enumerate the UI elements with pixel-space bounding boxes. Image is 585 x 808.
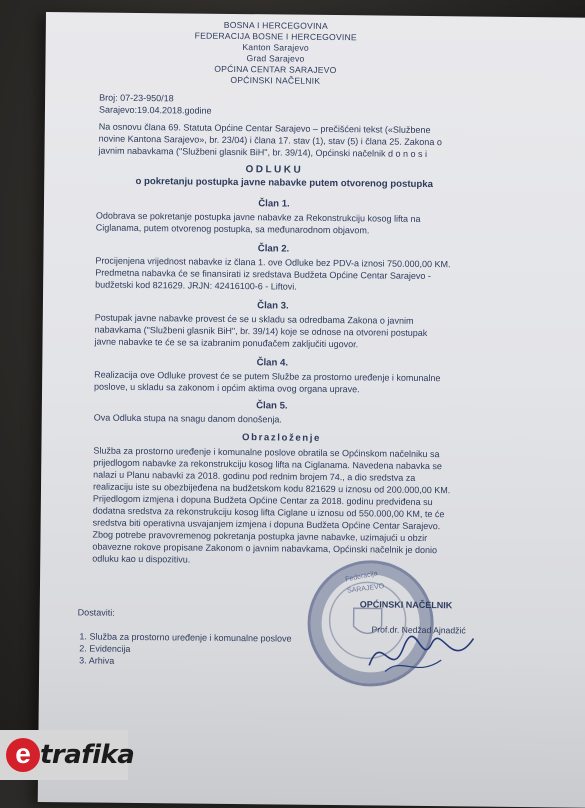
- document-number: Broj: 07-23-950/18: [99, 92, 174, 104]
- explanation-line: Prijedlogom izmjena i dopuna Budžeta Općine Centar za 2018. godinu predviđena su: [92, 493, 433, 508]
- intro-line: novine Kantona Sarajevo», br. 23/04) i člana 17. stav (1), stav (5) i člana 25. Zakona o: [98, 133, 442, 148]
- header-country: BOSNA I HERCEGOVINA: [223, 19, 328, 31]
- explanation-line: prijedlogom nabavke za rekonstrukciju kosog lifta na Ciglanama. Navedena nabavka se: [93, 457, 443, 472]
- document-page: [38, 12, 585, 808]
- article-line: Realizacija ove Odluke provest će se putem Službe za prostorno uređenje i komunalne: [94, 369, 441, 384]
- article-line: Predmetna nabavka će se finansirati iz sredstava Budžeta Općine Centar Sarajevo -: [95, 267, 431, 282]
- stamp-text: SARAJEVO: [346, 583, 385, 595]
- document-date: Sarajevo:19.04.2018.godine: [98, 104, 212, 116]
- article-heading: Član 3.: [257, 300, 289, 312]
- document-subtitle: o pokretanju postupka javne nabavke putem otvorenog postupka: [135, 175, 434, 191]
- article-line: Ova Odluka stupa na snagu danom donošenja.: [93, 412, 282, 425]
- explanation-line: dodatna sredstva za rekonstrukciju kosog lifta Ciglane u iznosu od 550.000,00 KM, te će: [92, 505, 445, 520]
- document-title: ODLUKU: [245, 164, 304, 176]
- article-heading: Član 5.: [256, 400, 288, 412]
- delivery-item: 2. Evidencija: [79, 643, 131, 654]
- signature-role: OPĆINSKI NAČELNIK: [359, 599, 453, 611]
- etrafika-watermark-logo: [0, 730, 135, 780]
- intro-line: Na osnovu člana 69. Statuta Općine Centar Sarajevo – prečišćeni tekst («Službene: [98, 121, 431, 136]
- header-city: Grad Sarajevo: [246, 53, 305, 64]
- delivery-item: 1. Služba za prostorno uređenje i komunalne poslove: [79, 631, 292, 644]
- article-line: nabavkama ("Službeni glasnik BiH", br. 39/14) koje se odnose na otvoreni postupak: [94, 324, 428, 339]
- header-municipality: OPĆINA CENTAR SARAJEVO: [214, 63, 337, 76]
- article-line: Postupak javne nabavke provest će se u skladu sa odredbama Zakona o javnim: [94, 312, 414, 326]
- intro-line: javnim nabavkama ("Službeni glasnik BiH", br. 39/14), Općinski načelnik d o n o s i: [98, 145, 428, 159]
- article-line: budžetski kod 821629. JRJN: 42416100-6 - Liftovi.: [95, 279, 297, 292]
- header-office: OPĆINSKI NAČELNIK: [230, 74, 321, 86]
- article-line: javne nabavke te će se sa izabranim ponuđačem zaključiti ugovor.: [94, 336, 359, 350]
- explanation-line: realizaciju iste su obezbijeđena na budžetskom kodu 821629 u iznosu od 200.000,00 KM.: [92, 481, 451, 496]
- explanation-line: Služba za prostorno uređenje i komunalne poslove obratila se Općinskom načelniku sa: [93, 445, 440, 460]
- stamp-text: Federacija: [344, 570, 379, 584]
- logo-e-mark: e: [6, 738, 40, 772]
- header-canton: Kanton Sarajevo: [242, 42, 309, 53]
- article-heading: Član 1.: [258, 198, 290, 210]
- article-line: Procijenjena vrijednost nabavke iz člana 1. ove Odluke bez PDV-a iznosi 750.000,00 KM.: [95, 255, 451, 270]
- article-line: Odobrava se pokretanje postupka javne nabavke za Rekonstrukciju kosog lifta na: [95, 210, 421, 224]
- explanation-line: obavezne rokove propisane Zakonom o javnim nabavkama, Općinski načelnik je donio: [92, 541, 438, 556]
- article-line: Ciglanama, putem otvorenog postupka, sa međunarodnom objavom.: [95, 222, 370, 236]
- explanation-line: nalazi u Planu nabavki za 2018. godinu pod rednim brojem 74., a dio sredstva za: [93, 469, 416, 483]
- article-heading: Član 2.: [257, 243, 290, 255]
- logo-wordmark: trafika: [40, 740, 135, 770]
- explanation-line: Zbog potrebe pravovremenog pokretanja postupka javne nabavke, uzimajući u obzir: [92, 529, 428, 544]
- article-heading: Član 4.: [256, 357, 289, 369]
- explanation-line: sredstva biti operativna usvajanjem izmjena i dopuna Budžeta Općine Centar Sarajevo.: [92, 517, 441, 532]
- delivery-item: 3. Arhiva: [79, 655, 115, 666]
- explanation-line: odluku kao u dispozitivu.: [92, 553, 191, 565]
- handwritten-signature: [361, 625, 482, 686]
- signature-name: Prof.dr. Nedžad Ajnadžić: [371, 624, 466, 636]
- delivery-label: Dostaviti:: [77, 607, 115, 618]
- explanation-heading: Obrazloženje: [242, 432, 322, 444]
- header-federation: FEDERACIJA BOSNE I HERCEGOVINE: [194, 30, 357, 43]
- article-line: poslove, u skladu sa zakonom i općim aktima ovog organa uprave.: [94, 381, 360, 395]
